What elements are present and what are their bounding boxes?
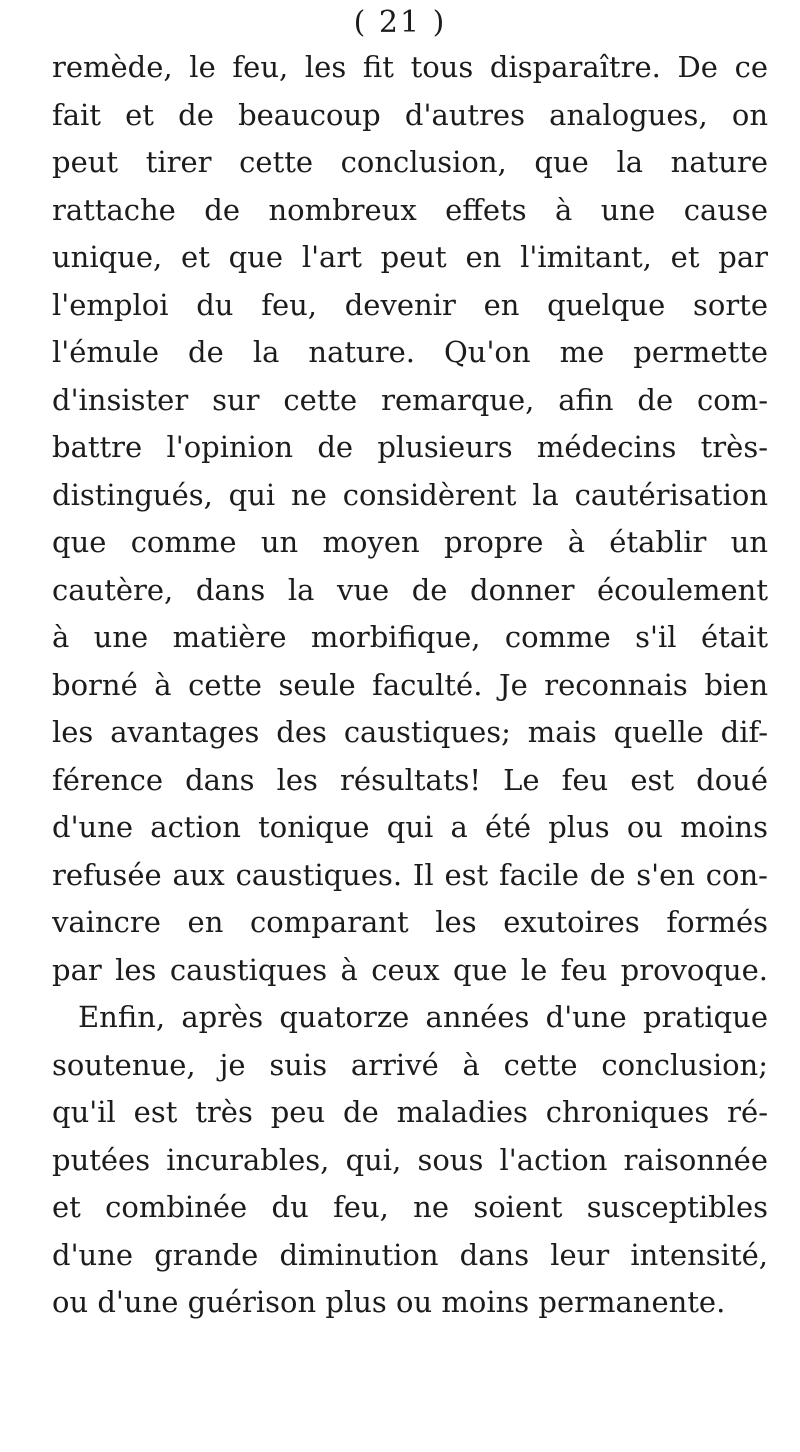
text-line: unique, et que l'art peut en l'imitant, et par bbox=[52, 240, 768, 274]
text-line: que comme un moyen propre à établir un bbox=[52, 525, 768, 559]
text-line: rattache de nombreux effets à une cause bbox=[52, 192, 768, 227]
body-text bbox=[52, 44, 768, 1327]
text-line: d'une grande diminution dans leur intensité, bbox=[52, 1237, 768, 1272]
text-line: cautère, dans la vue de donner écoulement bbox=[52, 572, 768, 607]
text-line: battre l'opinion de plusieurs médecins très- bbox=[52, 430, 768, 464]
text-line: l'émule de la nature. Qu'on me permette bbox=[52, 335, 768, 369]
text-line: putées incurables, qui, sous l'action raisonnée bbox=[52, 1142, 768, 1177]
text-line: ou d'une guérison plus ou moins permanente. bbox=[52, 1285, 726, 1319]
text-line: et combinée du feu, ne soient susceptibles bbox=[52, 1190, 768, 1224]
text-line: les avantages des caustiques; mais quelle dif- bbox=[52, 715, 768, 749]
text-line: à une matière morbifique, comme s'il était bbox=[52, 620, 768, 654]
text-line: par les caustiques à ceux que le feu provoque. bbox=[52, 952, 768, 987]
text-line: d'une action tonique qui a été plus ou moins bbox=[52, 810, 768, 844]
text-line: refusée aux caustiques. Il est facile de s'en con- bbox=[52, 857, 768, 892]
text-line: fait et de beaucoup d'autres analogues, on bbox=[52, 97, 768, 132]
text-line: distingués, qui ne considèrent la cautérisation bbox=[52, 477, 768, 512]
text-line: d'insister sur cette remarque, afin de com- bbox=[52, 382, 768, 417]
text-line: férence dans les résultats! Le feu est doué bbox=[52, 762, 768, 797]
text-line: soutenue, je suis arrivé à cette conclusion; bbox=[52, 1047, 768, 1082]
text-line: qu'il est très peu de maladies chroniques ré- bbox=[52, 1095, 768, 1129]
text-line: borné à cette seule faculté. Je reconnais bien bbox=[52, 667, 768, 702]
text-line: vaincre en comparant les exutoires formés bbox=[52, 905, 768, 939]
text-line: Enfin, après quatorze années d'une pratique bbox=[78, 1000, 768, 1034]
page-number: ( 21 ) bbox=[353, 5, 447, 40]
text-line: peut tirer cette conclusion, que la nature bbox=[52, 145, 768, 179]
text-line: l'emploi du feu, devenir en quelque sorte bbox=[52, 287, 768, 322]
text-line: remède, le feu, les fit tous disparaître. De ce bbox=[52, 50, 768, 84]
